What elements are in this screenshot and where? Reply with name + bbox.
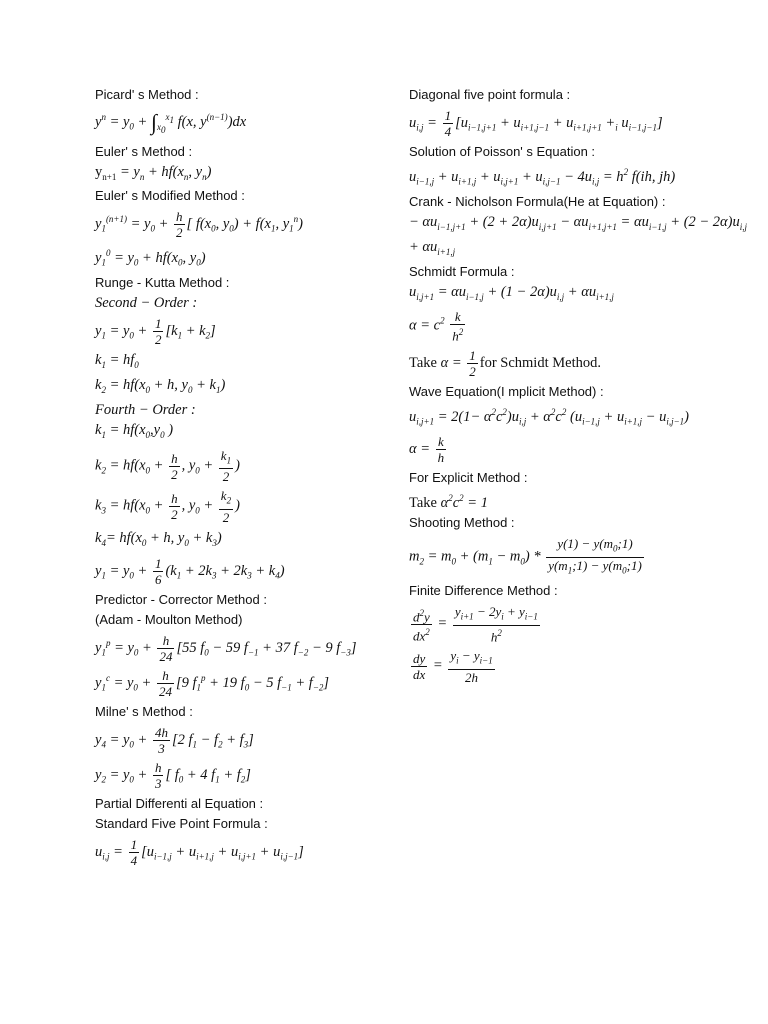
right-formula: $\frac{dy}{dx}$ = $\frac{y_i - y_{i-1}}{2h}$ xyxy=(413,648,493,685)
left-column xyxy=(95,84,395,872)
left-formula: $y_1^c = y_0$ + $\frac{h}{24}$ [9 $f_1^p + 19$ $f_0 - 5$ $f_{-1} + f_{-2}$] xyxy=(95,667,330,699)
left-formula: $k_2 = hf(x_0 + h$, $y_0 + k_1$) xyxy=(95,377,226,395)
left-formula: $k_4= hf(x_0 + h$, $y_0 + k_3$) xyxy=(95,529,222,548)
left-formula: $y_1 = y_0$ + $\frac{1}{2}$ $[k_1 + k_2]$ xyxy=(95,316,216,348)
right-formula: $u_{i-1,j} + u_{i+1,j} + u_{i,j+1} + u_{i,j-1} - 4u_{i,j} = h^2$ f(ih, jh) xyxy=(409,167,676,187)
right-heading: Solution of Poisson' s Equation : xyxy=(409,144,596,159)
left-formula: $y_1 = y_0$ + $\frac{1}{6}$ $(k_1 + 2k_3 + 2k_3 + k_4)$ xyxy=(95,555,285,587)
right-formula: Take α = $\frac{1}{2}$ for Schmidt Method. xyxy=(409,347,601,379)
left-heading: Standard Five Point Formula : xyxy=(95,815,268,831)
right-heading: Finite Difference Method : xyxy=(409,583,558,599)
right-heading: Shooting Method : xyxy=(409,515,515,531)
left-formula: $y_2 = y_0$ + $\frac{h}{3}$ [ $f_0 + 4$ $f_1 + f_2$] xyxy=(95,759,251,791)
right-heading: Diagonal five point formula : xyxy=(409,87,571,102)
right-heading: Wave Equation(I mplicit Method) : xyxy=(409,383,604,399)
left-formula: $y_1^0 = y_0 + hf(x_0$, $y_0$) xyxy=(95,248,206,269)
right-formula: $u_{i,j}$ = $\frac{1}{4}$ [$u_{i-1,j+1} + u_{i+1,j-1} + u_{i+1,j+1} +_i$ $u_{i-1,j-1}$] xyxy=(409,108,663,139)
left-formula: $k_3 = hf(x_0$ + $\frac{h}{2}$ , $y_0$ + $\frac{k_2}{2}$ ) xyxy=(95,488,240,525)
right-formula: − $\alpha u_{i-1,j+1} + (2 + 2\alpha)u_{i,j+1} - \alpha u_{i+1,j+1} = \alpha u_{i-1,j} + (2 - 2\alpha)u_{i,j}$ xyxy=(409,213,748,232)
right-formula: $u_{i,j+1} = \alpha u_{i-1,j} + (1 - 2\alpha)u_{i,j} + \alpha u_{i+1,j}$ xyxy=(409,283,614,302)
left-formula: Fourth − Order : xyxy=(95,401,196,418)
right-formula: $\alpha = c^2$ $\frac{k}{h^2}$ xyxy=(409,309,464,344)
left-heading: Euler' s Modified Method : xyxy=(95,188,245,204)
left-heading: Milne' s Method : xyxy=(95,703,193,719)
left-heading: Euler' s Method : xyxy=(95,143,193,159)
right-formula: $m_2 = m_0 + (m_1 - m_0)$ * $\frac{y(1) - y(m_0;1)}{y(m_1;1) - y(m_0;1)}$ xyxy=(409,536,642,576)
left-formula: $y_{n+1} = y_n + hf(x_n$, $y_n$) xyxy=(95,163,212,182)
left-heading: Picard' s Method : xyxy=(95,87,199,102)
left-heading: (Adam - Moulton Method) xyxy=(95,611,243,627)
left-formula: Second − Order : xyxy=(95,295,198,312)
right-formula: Take $\alpha^2c^2 = 1$ xyxy=(409,493,488,512)
left-formula: $k_2 = hf(x_0$ + $\frac{h}{2}$ , $y_0$ + $\frac{k_1}{2}$ ) xyxy=(95,447,240,485)
right-column xyxy=(409,84,765,689)
right-formula: $\frac{d^2y}{dx^2}$ = $\frac{y_{i+1} - 2y_i + y_{i-1}}{h^2}$ xyxy=(413,604,538,645)
right-heading: For Explicit Method : xyxy=(409,470,528,486)
right-formula: + $\alpha u_{i+1,j}$ xyxy=(409,238,456,257)
right-formula: α = $\frac{k}{h}$ xyxy=(409,434,445,466)
left-formula: $y_1^p = y_0$ + $\frac{h}{24}$ [55 $f_0 - 59$ $f_{-1} + 37$ $f_{-2} - 9$ $f_{-3}$] xyxy=(95,632,357,664)
left-formula: $y_1^{(n+1)} = y_0$ + $\frac{h}{2}$ [ $f(x_0$, $y_0) + f(x_1$, $y_1^n$) xyxy=(95,209,303,241)
right-heading: Schmidt Formula : xyxy=(409,263,515,279)
left-formula: $y_4 = y_0$ + $\frac{4h}{3}$ [2 $f_1 - f_2 + f_3$] xyxy=(95,724,254,756)
left-heading: Predictor - Corrector Method : xyxy=(95,591,267,607)
left-formula: $k_1 = hf_0$ xyxy=(95,352,139,371)
left-heading: Partial Differenti al Equation : xyxy=(95,795,264,811)
left-formula: $k_1 = hf(x_0,y_0$ ) xyxy=(95,421,174,440)
left-formula: $y^n = y_0 + \int_{x_0}^{x_1}$ f(x, $y^{(n-1)})dx$ xyxy=(95,109,247,135)
left-formula: $u_{i,j}$ = $\frac{1}{4}$ $[u_{i-1,j} + u_{i+1,j} + u_{i,j+1} + u_{i,j-1}]$ xyxy=(95,836,304,868)
left-heading: Runge - Kutta Method : xyxy=(95,275,230,291)
right-heading: Crank - Nicholson Formula(He at Equation) : xyxy=(409,193,666,209)
right-formula: $u_{i,j+1} = 2(1- \alpha^2c^2)u_{i,j} + \alpha^2c^2$ $(u_{i-1,j} + u_{i+1,j} - u_{i,j-1})$ xyxy=(409,406,689,427)
